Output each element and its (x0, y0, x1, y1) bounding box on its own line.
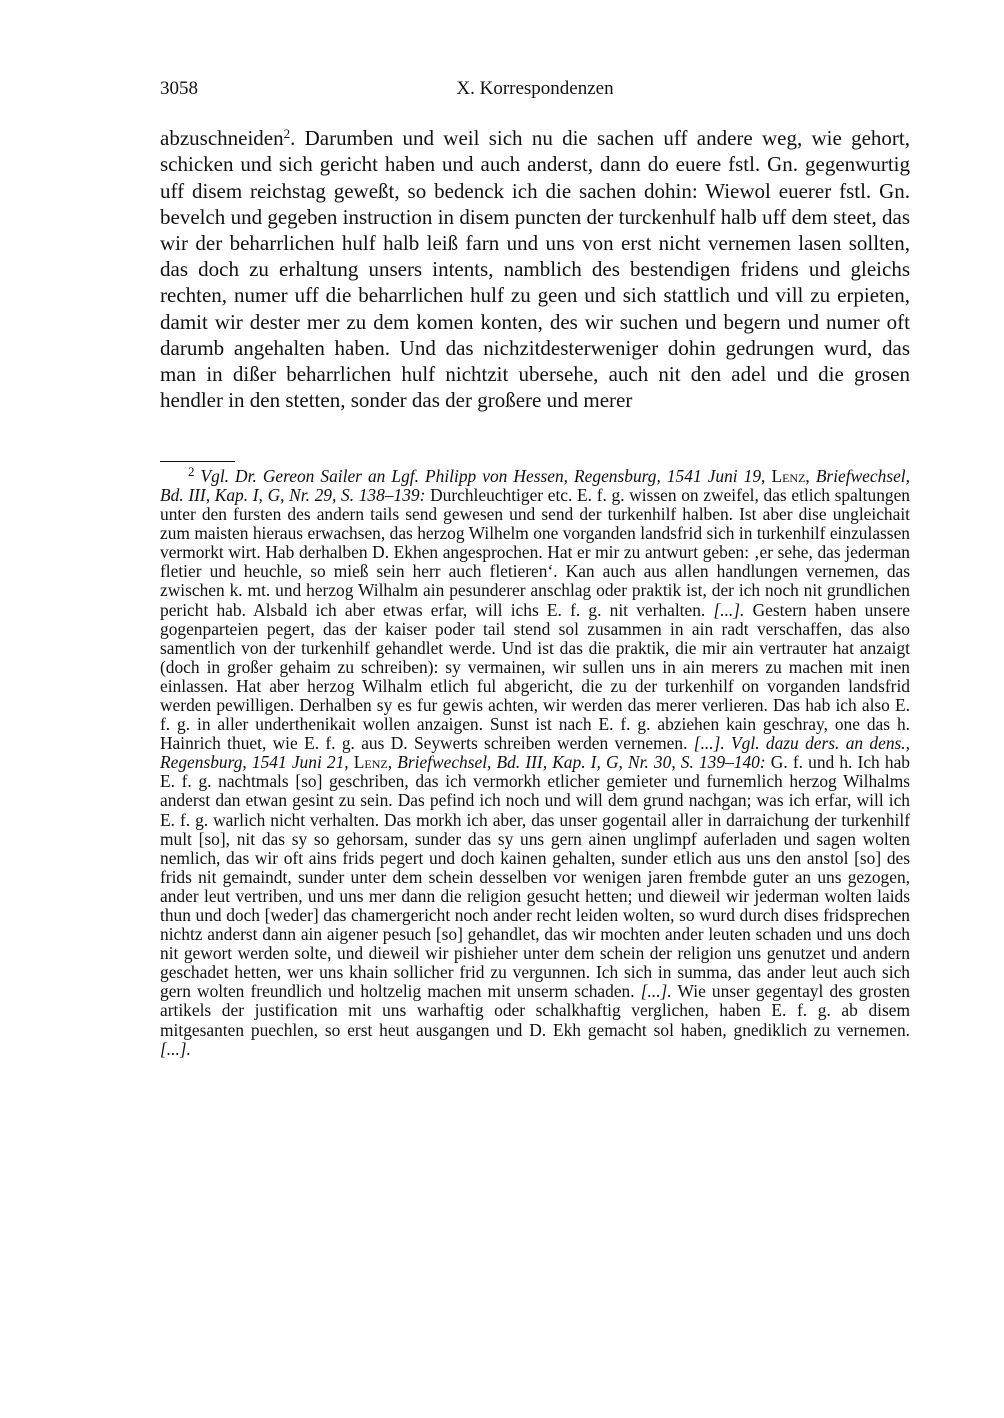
footnote-citation-1: Vgl. Dr. Gereon Sailer an Lgf. Philipp von Hessen, Regensburg, 1541 Juni 19, (200, 465, 766, 486)
footnote-ellipsis-2: [...]. (640, 981, 672, 1002)
footnote-author-2: Lenz, (353, 752, 393, 773)
footnote-quote-4: Wie unser gegentayl des grosten artikels der justification mit uns warhaftig oder schalkhaftig verglichen, haben E. f. g. ab disem mitgesanten puechlen, so erst heut ausgangen und D. Ekh gemacht sol haben, gnediklich zu vernemen. (160, 981, 910, 1040)
main-text (160, 121, 910, 413)
footnote-citation-2: [...]. Vgl. dazu ders. an dens., Regensburg, 1541 Juni 21, (160, 733, 910, 773)
footnote-ellipsis-1: [...]. (713, 599, 745, 620)
footnote-work-2: Briefwechsel, Bd. III, Kap. I, G, Nr. 30, S. 139–140: (397, 752, 766, 773)
footnote (160, 462, 910, 1059)
footnote-quote-1: Durchleuchtiger etc. E. f. g. wissen on zweifel, das etlich spaltungen unter den fursten des andern tails send gewesen und send der turkenhilf halben. Ist aber dise ungleichait zum maisten hieraus erwachsen, das herzog Wilhelm one vorganden landsfrid sich in turkenhilf einzulassen vermorkt wirt. Hab derhalben D. Ekhen angesprochen. Hat er mir zu antwurt geben: ‚er sehe, das jederman fletier und heuchle, so mieß sein herr auch fletieren‘. Kan auch aus allen handlungen vernemen, das zwischen k. mt. und herzog Wilhalm ain pesunderer anschlag oder praktik ist, der ich noch nit grundlichen pericht hab. Alsbald ich aber etwas erfar, will ichs E. f. g. nit verhalten. (160, 484, 911, 620)
page-header (160, 78, 910, 108)
footnote-reference: 2 (283, 126, 291, 141)
footnote-work-1: Briefwechsel, Bd. III, Kap. I, G, Nr. 29, S. 138–139: (160, 465, 910, 505)
footnote-author-1: Lenz, (771, 465, 810, 486)
running-head: X. Korrespondenzen (456, 78, 614, 99)
footnote-ellipsis-3: [...]. (160, 1038, 191, 1059)
footnote-quote-2: Gestern haben unsere gogenparteien pegert, das der kaiser poder tail stend sol zusammen in ain radt verschaffen, das also samentlich von der turkenhilf gehandlet werde. Und ist das die praktik, die mir ain vertrauter hat anzaigt (doch in großer gehaim zu schreiben): sy vermainen, wir sullen uns in ain merers zu machen mit inen einlassen. Hat aber herzog Wilhalm etlich ful abgericht, die zu der turkenhilf on vorganden landsfrid werden pewilligen. Derhalben sy es fur gewis achten, wir werden das merer verlieren. Das hab ich also E. f. g. in aller underthenikait wollen anzaigen. Sunst ist nach E. f. g. abziehen kain geschray, one das h. Hainrich thuet, wie E. f. g. aus D. Seywerts schreiben werden vernemen. (160, 599, 910, 754)
footnote-quote-3: G. f. und h. Ich hab E. f. g. nachtmals [so] geschriben, das ich vermorkh etlicher gemieter und furnemlich herzog Wilhalms anderst dan etwan gesint zu sein. Das pefind ich noch und will dem grund nachgan; was ich erfar, will ich E. f. g. warlich nicht verhalten. Das morkh ich aber, das unser gogentail aller in darraichung der turkenhilf mult [so], nit das sy so gehorsam, sunder das sy uns gern ainen unglimpf auferladen und sagen wolten nemlich, das wir oft ains frids pegert und doch kainen gehalten, sunder etlich aus uns den anstol [so] des frids nit gemaindt, sunder unter dem schein desselben vor wenigen jaren frembde guter an uns gezogen, ander leut vertriben, und uns mer dann die religion gesucht hetten; und dieweil wir jederman wolten laids thun und doch [weder] das chamergericht noch ander recht leiden wolten, so wurd durch dises fridsprechen nichtz anderst dann ain aigener pesuch [so] gehandlet, das wir mochten ander leuten schaden und uns doch nit gewort werden solte, und dieweil wir pishieher unter dem schein der religion uns genutzet und andern geschadet hetten, wer uns khain sollicher frid zu vergunnen. Ich sich in summa, das ander leut auch sich gern wolten freundlich und holtzelig machen mit unserm schaden. (160, 752, 910, 1002)
page-number: 3058 (160, 78, 198, 99)
main-text-body: . Darumben und weil sich nu die sachen uff andere weg, wie gehort, schicken und sich gericht haben und auch anderst, dann do euere fstl. Gn. gegenwurtig uff disem reichstag geweßt, so bedenck ich die sachen dohin: Wiewol euerer fstl. Gn. bevelch und gegeben instruction in disem puncten der turckenhulf halb uff dem steet, das wir der beharrlichen hulf halb leiß farn und uns von erst nicht vernemen lasen sollten, das doch zu erhaltung unsers intents, namblich des bestendigen fridens und gleichs rechten, numer uff die beharrlichen hulf zu geen und sich stattlich und vill zu erpieten, damit wir dester mer zu dem komen konten, des wir suchen und begern und numer oft darumb angehalten haben. Und das nichzitdesterweniger dohin gedrungen wurd, das man in dißer beharrlichen hulf nichtzit ubersehe, auch nit den adel und die grosen hendler in den stetten, sonder das der großere und merer (160, 126, 910, 413)
main-text-start: abzuschneiden (160, 126, 284, 151)
footnote-mark: 2 (188, 464, 195, 479)
